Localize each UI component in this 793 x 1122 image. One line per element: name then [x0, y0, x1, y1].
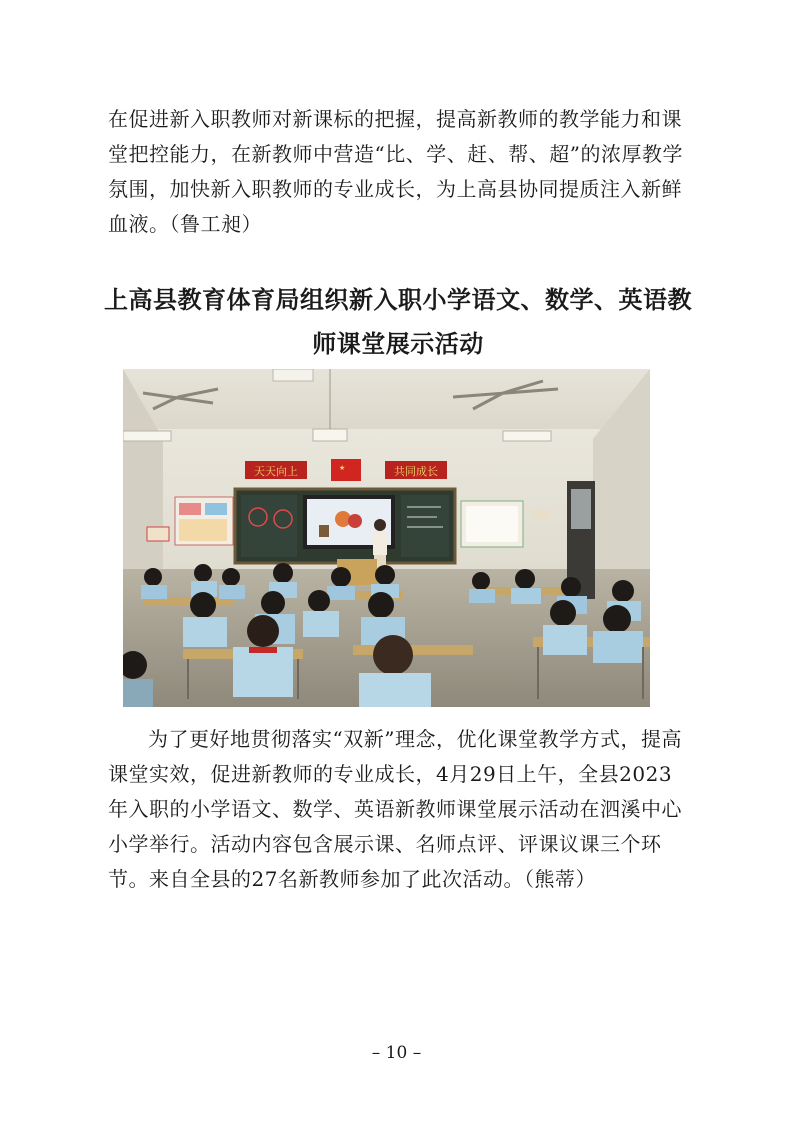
body-paragraph-event: 为了更好地贯彻落实“双新”理念，优化课堂教学方式，提高课堂实效，促进新教师的专业成长，4月29日上午，全县2023年入职的小学语文、数学、英语新教师课堂展示活动在泗溪中心小学举行。活动内容包含展示课、名师点评、评课议课三个环节。来自全县的27名新教师参加了此次活动。（熊蒂） [108, 727, 682, 891]
banner-left-text: 天天向上 [254, 465, 298, 478]
page-number: – 10 – [371, 1043, 422, 1063]
classroom-photo [123, 369, 650, 707]
banner-right-text: 共同成长 [394, 465, 438, 478]
body-paragraph-continued: 在促进新入职教师对新课标的把握，提高新教师的教学能力和课堂把控能力，在新教师中营造“比、学、赶、帮、超”的浓厚教学氛围，加快新入职教师的专业成长，为上高县协同提质注入新鲜血液。（鲁工昶） [108, 107, 683, 236]
svg-text:★: ★ [339, 464, 346, 472]
article-title: 上高县教育体育局组织新入职小学语文、数学、英语教师课堂展示活动 [104, 286, 692, 358]
